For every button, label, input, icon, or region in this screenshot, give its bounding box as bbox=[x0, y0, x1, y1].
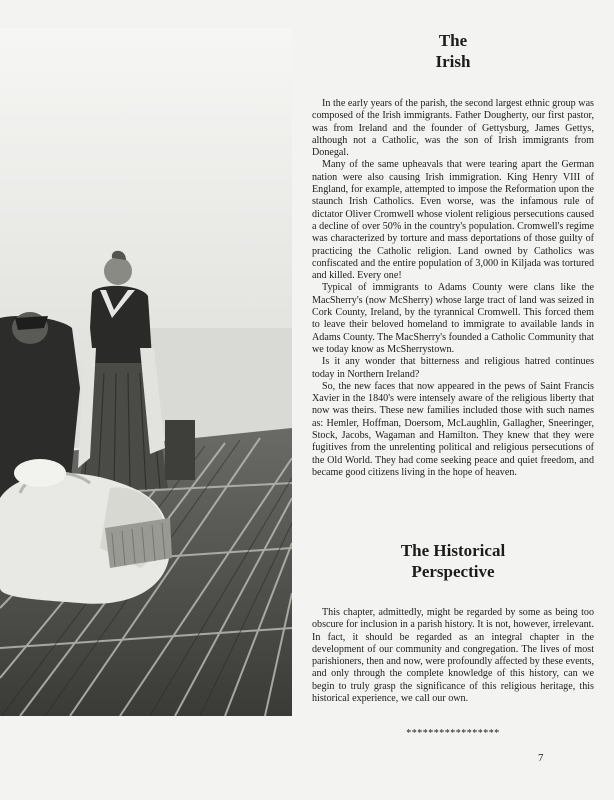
paragraph: Is it any wonder that bitterness and religious hatred continues today in Northern Ireland? bbox=[312, 356, 594, 380]
title-line: Irish bbox=[435, 52, 471, 71]
paragraph: This chapter, admittedly, might be regarded by some as being too obscure for inclusion in a parish history. It is not, however, irrelevant. In fact, it should be regarded as an integral chapter in the development of our community and congregation. The lives of most parishioners, then and now, were profoundly affected by these events, and only through the complete knowledge of this history, can we begin to truly grasp the significance of this religious heritage, this historical experience, we call our own. bbox=[312, 607, 594, 705]
title-line: The bbox=[438, 31, 468, 50]
title-line: The Historical bbox=[400, 541, 506, 560]
paragraph: So, the new faces that now appeared in the pews of Saint Francis Xavier in the 1840's were intensely aware of the religious liberty that now was theirs. These new families included those with such names as: Hemler, Hoffman, Doersom, McLaughlin, Gallagher, Sneeringer, Stock, Jacobs, Wagaman and Hamilton. They knew that they were fugitives from the unrelenting political and religious persecutions of the Old World. They had come seeking peace and quiet freedom, and became good citizens living in the hope of heaven. bbox=[312, 380, 594, 478]
divider-stars: ***************** bbox=[406, 728, 500, 739]
immigrants-photo bbox=[0, 28, 292, 716]
paragraph: Typical of immigrants to Adams County were clans like the MacSherry's (now McSherry) whose large tract of land was seized in Cork County, Ireland, by the tyrannical Cromwell. This forced them to leave their beloved homeland to immigrate to available lands in Adams County. The MacSherry's founded a Catholic Community that we today know as McSherrystown. bbox=[312, 282, 594, 355]
title-line: Perspective bbox=[411, 562, 495, 581]
historical-body-text bbox=[312, 607, 594, 705]
paragraph: Many of the same upheavals that were tearing apart the German nation were also causing Irish immigration. King Henry VIII of England, for example, attempted to impose the Reformation upon the staunch Irish Catholics. Even worse, was the infamous rule of dictator Oliver Cromwell whose violent religious persecutions caused a decline of over 50% in the country's population. Cromwell's regime was characterized by torture and mass deportations of those guilty of practicing the Catholic religion. Land owned by Catholics was confiscated and the entire population of 3,000 in Kiljada was tortured and killed. Every one! bbox=[312, 159, 594, 282]
section-title-historical-perspective bbox=[312, 540, 594, 582]
irish-body-text bbox=[312, 98, 594, 479]
paragraph: In the early years of the parish, the second largest ethnic group was composed of the Irish immigrants. Father Dougherty, our first pastor, was from Ireland and the founder of Gettysburg, James Gettys, although not a Catholic, was the son of Irish immigrants from Donegal. bbox=[312, 98, 594, 159]
section-title-irish bbox=[312, 30, 594, 72]
page-number: 7 bbox=[538, 752, 544, 764]
immigrants-on-dock-photo-icon bbox=[0, 28, 292, 716]
